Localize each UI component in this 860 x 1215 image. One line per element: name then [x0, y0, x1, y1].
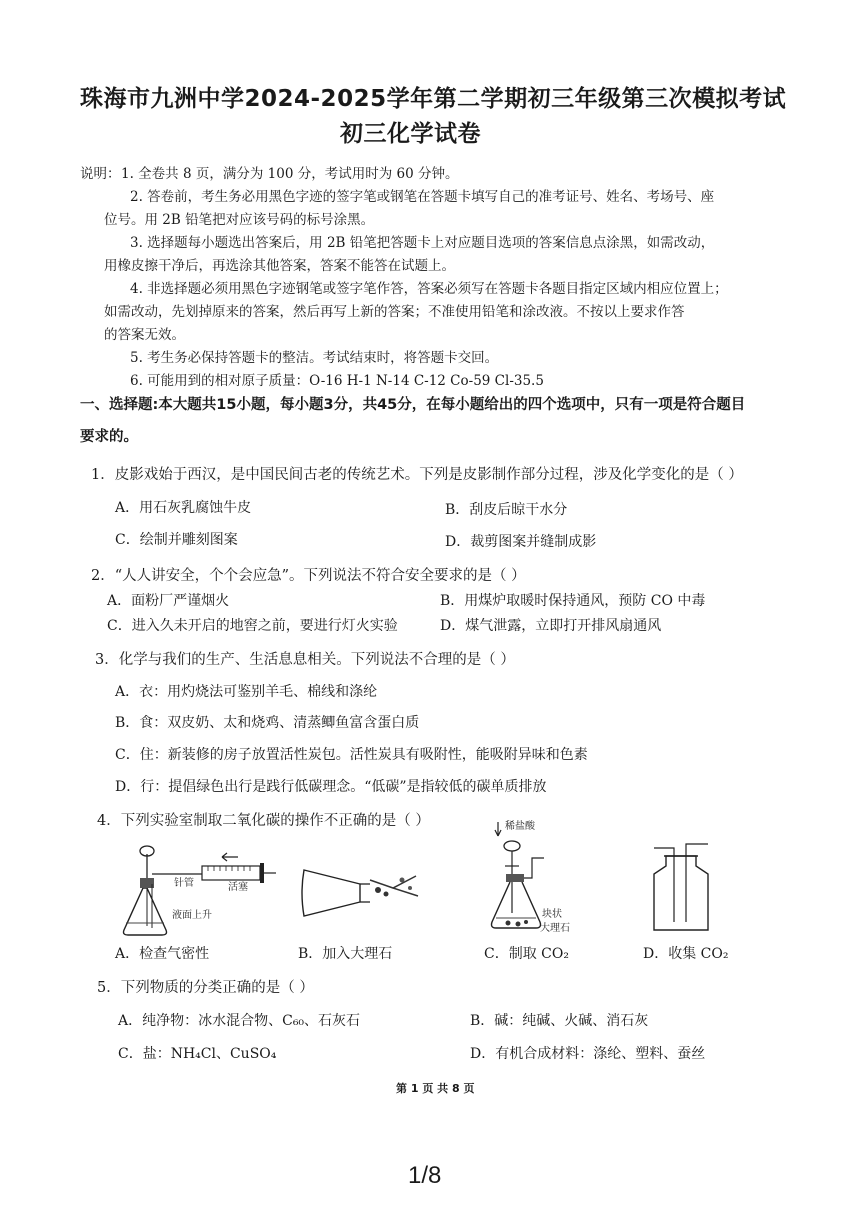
option-d: D．煤气泄露，立即打开排风扇通风: [440, 618, 662, 634]
figure-produce-co2: [488, 818, 588, 938]
option-c: C．制取 CO₂: [484, 946, 569, 962]
instruction-line: 1. 全卷共 8 页，满分为 100 分，考试用时为 60 分钟。: [121, 166, 459, 182]
instruction-line: 6. 可能用到的相对原子质量：O-16 H-1 N-14 C-12 Co-59 Cl-35.5: [130, 373, 544, 389]
option-d: D．裁剪图案并缝制成影: [445, 534, 597, 550]
option-b: B．用煤炉取暖时保持通风，预防 CO 中毒: [440, 593, 706, 609]
label-piston: 活塞: [228, 882, 248, 893]
figure-add-marble: [298, 858, 428, 928]
instruction-line: 如需改动，先划掉原来的答案，然后再写上新的答案；不准使用铅笔和涂改液。不按以上要求作答: [104, 304, 685, 320]
page-footer: 第 1 页 共 8 页: [396, 1082, 475, 1095]
option-b: B．刮皮后晾干水分: [445, 502, 568, 518]
question-stem: 2．“人人讲安全，个个会应急”。下列说法不符合安全要求的是（ ）: [91, 568, 526, 584]
instruction-line: 用橡皮擦干净后，再选涂其他答案，答案不能答在试题上。: [104, 258, 455, 274]
option-d: D．行：提倡绿色出行是践行低碳理念。“低碳”是指较低的碳单质排放: [115, 779, 547, 795]
label-needle: 针管: [174, 878, 194, 889]
question-stem: 5．下列物质的分类正确的是（ ）: [97, 980, 314, 996]
option-c: C．进入久未开启的地窖之前，要进行灯火实验: [107, 618, 398, 634]
question-stem: 3．化学与我们的生产、生活息息相关。下列说法不合理的是（ ）: [95, 652, 515, 668]
figure-airtightness-check: [110, 838, 280, 938]
label-marble-2: 大理石: [540, 923, 570, 934]
option-d: D．有机合成材料：涤纶、塑料、蚕丝: [470, 1046, 706, 1062]
instruction-line: 4. 非选择题必须用黑色字迹钢笔或签字笔作答，答案必须写在答题卡各题目指定区域内相应位置上；: [130, 281, 728, 297]
option-c: C．住：新装修的房子放置活性炭包。活性炭具有吸附性，能吸附异味和色素: [115, 747, 588, 763]
option-a: A．用石灰乳腐蚀牛皮: [115, 500, 252, 516]
label-acid: 稀盐酸: [505, 821, 535, 832]
instruction-line: 5. 考生务必保持答题卡的整洁。考试结束时，将答题卡交回。: [130, 350, 499, 366]
instruction-line: 的答案无效。: [104, 327, 185, 343]
section-heading-cont: 要求的。: [80, 429, 138, 445]
option-d: D．收集 CO₂: [643, 946, 729, 962]
page-indicator: 1/8: [408, 1162, 442, 1189]
instructions-lead: 说明：: [80, 166, 121, 182]
label-liquid-rise: 液面上升: [172, 910, 212, 921]
option-c: C．绘制并雕刻图案: [115, 532, 238, 548]
instruction-line: 2. 答卷前，考生务必用黑色字迹的签字笔或钢笔在答题卡填写自己的准考证号、姓名、考场号、座: [130, 189, 715, 205]
exam-title: 珠海市九洲中学2024-2025学年第二学期初三年级第三次模拟考试: [80, 86, 787, 112]
option-b: B．食：双皮奶、太和烧鸡、清蒸鲫鱼富含蛋白质: [115, 715, 420, 731]
question-stem: 4．下列实验室制取二氧化碳的操作不正确的是（ ）: [97, 813, 430, 829]
option-b: B．碱：纯碱、火碱、消石灰: [470, 1013, 649, 1029]
option-a: A．纯净物：冰水混合物、C₆₀、石灰石: [118, 1013, 361, 1029]
option-b: B．加入大理石: [298, 946, 393, 962]
section-heading: 一、选择题:本大题共15小题，每小题3分，共45分，在每小题给出的四个选项中，只有一项是符合题目: [80, 397, 746, 413]
exam-subtitle: 初三化学试卷: [340, 121, 481, 147]
label-marble-1: 块状: [542, 909, 562, 920]
figure-collect-co2: [648, 842, 718, 934]
option-a: A．检查气密性: [115, 946, 210, 962]
option-a: A．衣：用灼烧法可鉴别羊毛、棉线和涤纶: [115, 684, 378, 700]
option-c: C．盐：NH₄Cl、CuSO₄: [118, 1046, 277, 1062]
instruction-line: 3. 选择题每小题选出答案后，用 2B 铅笔把答题卡上对应题目选项的答案信息点涂黑，如需改动，: [130, 235, 715, 251]
option-a: A．面粉厂严谨烟火: [107, 593, 230, 609]
question-stem: 1．皮影戏始于西汉，是中国民间古老的传统艺术。下列是皮影制作部分过程，涉及化学变化的是（ ）: [91, 467, 743, 483]
instruction-line: 位号。用 2B 铅笔把对应该号码的标号涂黑。: [104, 212, 375, 228]
